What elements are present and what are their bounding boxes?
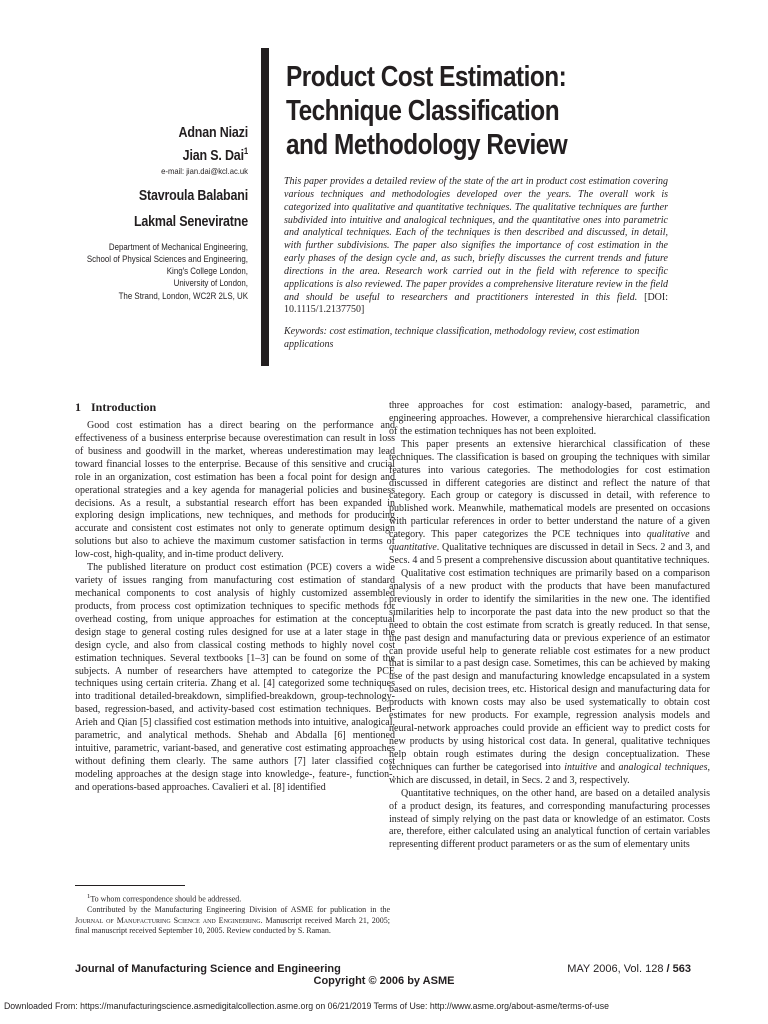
journal-name: Journal of Manufacturing Science and Engineering [75,963,341,975]
author-name: Adnan Niazi [178,125,248,141]
author-name-corresponding: Jian S. Dai$^1$ [182,146,248,164]
paragraph: This paper presents an extensive hierarchical classification of these techniques. The classification is based on grouping the techniques with similar features into various categories. The methodologies for cost estimation discussed in different categories are distinct and reflect the nature of that category. Each group or category is discussed in detail, with reference to published work. Meanwhile, mathematical models are presented on occasions with particular references in order to better understand the nature of a given category. This paper categorizes the PCE techniques into qualitative and quantitative. Qualitative techniques are discussed in detail in Secs. 2 and 3, and Secs. 4 and 5 present a comprehensive discussion about quantitative techniques. [389,438,710,567]
affiliation-line: The Strand, London, WC2R 2LS, UK [118,290,248,301]
download-notice[interactable]: Downloaded From: https://manufacturingscience.asmedigitalcollection.asme.org on 06/21/2019 Terms of Use: http://www.asme.org/about-asme/terms-of-use [4,1001,609,1011]
title-line: Product Cost Estimation: [286,61,567,93]
doi[interactable]: [DOI: 10.1115/1.2137750] [284,291,668,316]
author-email[interactable]: e-mail: jian.dai@kcl.ac.uk [161,165,248,176]
left-column [75,400,395,795]
section-title: Introduction [91,400,157,414]
right-column [389,400,710,852]
author-name: Stavroula Balabani [138,187,248,204]
paper-title [286,60,656,162]
affiliation-line: Department of Mechanical Engineering, [108,241,248,252]
affiliation-line: King's College London, [166,266,248,277]
paragraph: Qualitative cost estimation techniques are primarily based on a comparison analysis of a new product with the products that have been manufactured previously in order to identify the similarities in the new one. The identified similarities help to incorporate the past data into the new product so that the need to obtain the cost estimate from scratch is greatly reduced. In that sense, the past design and manufacturing data or previous experience of an estimator can provide useful help to generate reliable cost estimates for a new product that is similar to a past design case. Sometimes, this can be achieved by making use of the past design and manufacturing knowledge encapsulated in a system based on rules, decision trees, etc. Historical design and manufacturing data for products with known costs may also be used systematically to obtain cost estimates for new products. For example, regression analysis models and neural-network approaches could provide an efficient way to predict costs for new products by using historical cost data. In general, qualitative techniques help obtain rough estimates during the design conceptualization. These techniques can further be categorised into intuitive and analogical techniques, which are discussed, in detail, in Secs. 2 and 3, respectively. [389,567,711,786]
title-line: and Methodology Review [286,129,568,161]
abstract-text: This paper provides a detailed review of the state of the art in product cost estimation covering various techniques and methodologies developed over the years. The overall work is categorized into qualitative and quantitative techniques. The qualitative techniques are further subdivided into intuitive and analogical techniques, and the quantitative ones into parametric and analytical techniques. Each of the techniques is then described and discussed, in detail, with further subdivisions. The paper also signifies the importance of cost estimation in the early phases of the design cycle and, as such, briefly discusses the current trends and future directions in the area. Research work carried out in the field with reference to specific applications is also reviewed. The paper provides a comprehensive literature review in the field and should be useful to researchers and practitioners interested in this field. [284,176,668,303]
title-line: Technique Classification [286,95,560,127]
paragraph: three approaches for cost estimation: analogy-based, parametric, and engineering approaches. However, a comprehensive hierarchical classification of the estimation techniques has not been exploited. [389,400,710,437]
abstract [284,176,668,317]
section-number: 1 [75,400,81,414]
affiliation-line: School of Physical Sciences and Engineering, [86,254,248,265]
title-divider-bar [261,48,269,366]
footnote-rule [75,885,185,886]
paragraph: Good cost estimation has a direct bearing on the performance and effectiveness of a business enterprise because overestimation can result in loss of business and goodwill in the market, whereas underestimation may lead toward financial losses to the enterprise. Because of this sensitive and crucial role in an organization, cost estimation has been a focal point for design and operational strategies and a key agenda for managerial policies and business decisions. As a result, a substantial research effort has been expanded in exploring design implications, new techniques, and methods for producing accurate and consistent cost estimates not only to generate optimum design solutions but also to achieve the maximum customer satisfaction in terms of low-cost, high-quality, and in-time product delivery. [75,420,395,561]
author-block [8,124,248,302]
paragraph: The published literature on product cost estimation (PCE) covers a wide variety of issues ranging from manufacturing cost estimation of standard mechanical components to cost analysis of highly customized assembled products, from process cost optimization techniques to specific methods for overhead costing, from unique approaches for estimation at the conceptual design stage to general costing rules designed for use at a later stage in the design cycle, and also from classical costing methods to highly novel cost estimation techniques. Several textbooks [1–3] can be found on some of the subjects. A number of researchers have attempted to categorize the PCE techniques using certain criteria. Zhang et al. [4] categorized some techniques into traditional detailed-breakdown, simplified-breakdown, group-technology-based, regression-based, and activity-based cost estimation techniques. Ben-Arieh and Qian [5] classified cost estimation methods into intuitive, analogical, parametric, and analytical methods. Shehab and Abdalla [6] mentioned intuitive, parametric, variant-based, and generative cost estimating approaches without defining them clearly. The same authors [7] later classified cost modeling approaches at the design stage into knowledge-, feature-, function-, and operations-based approaches. Cavalieri et al. [8] identified [75,562,395,793]
footnote: Contributed by the Manufacturing Engineering Division of ASME for publication in the Journal of Manufacturing Science and Engineering. Manuscript received March 21, 2005; final manuscript received September 10, 2005. Review conducted by S. Raman. [75,905,390,936]
affiliation [37,241,248,302]
keywords: Keywords: cost estimation, technique classification, methodology review, cost estimation applications [284,326,640,350]
issue-info: MAY 2006, Vol. 128 / 563 [567,963,691,975]
section-heading [75,400,395,414]
paragraph: Quantitative techniques, on the other hand, are based on a detailed analysis of a product design, its features, and corresponding manufacturing processes instead of simply relying on the past data or knowledge of an estimator. Costs are, therefore, either calculated using an analytical function of certain variables representing different product parameters or as the sum of elementary units [389,787,710,851]
page-number: 563 [672,963,691,975]
affiliation-line: University of London, [173,278,248,289]
footnotes [75,892,390,937]
copyright: Copyright © 2006 by ASME [313,975,455,987]
footnote: $^1$To whom correspondence should be addressed. [87,893,242,904]
author-name: Lakmal Seneviratne [133,213,248,230]
